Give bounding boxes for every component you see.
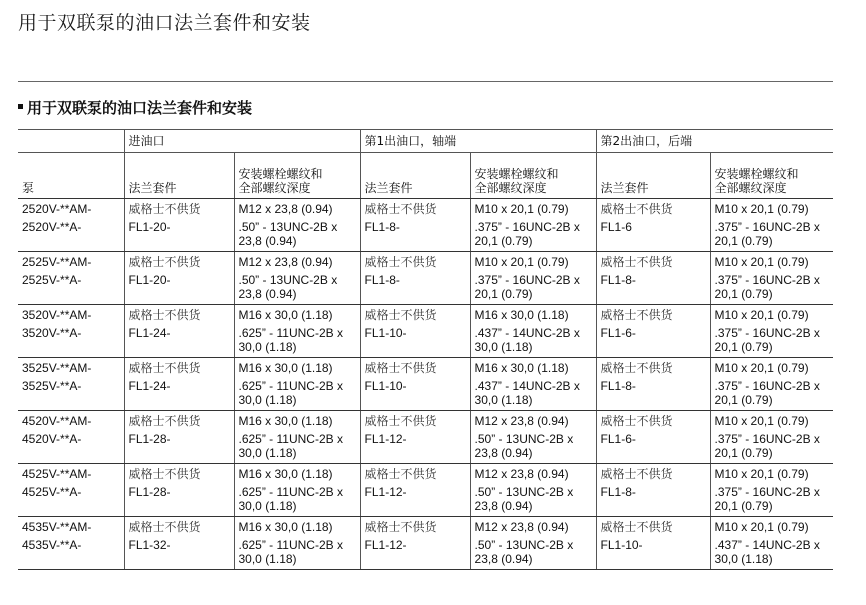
cell-outlet1-flange-kit: FL1-8- [360,218,470,252]
cell-outlet2-bolt-thread: .375” - 16UNC-2B x 20,1 (0.79) [710,483,833,517]
cell-inlet-flange-kit: FL1-24- [124,324,234,358]
cell-outlet2-bolt-thread: .375” - 16UNC-2B x 20,1 (0.79) [710,430,833,464]
cell-outlet2-flange-kit: 威格士不供货 [596,411,710,431]
table-row [18,199,833,219]
cell-outlet2-bolt-thread: .375” - 16UNC-2B x 20,1 (0.79) [710,377,833,411]
cell-outlet2-bolt-thread: .375” - 16UNC-2B x 20,1 (0.79) [710,218,833,252]
cell-inlet-bolt-thread: M16 x 30,0 (1.18) [234,411,360,431]
cell-pump: 3520V-**A- [18,324,124,358]
column-header-outlet1-flange-kit: 法兰套件 [360,153,470,199]
cell-outlet2-flange-kit: FL1-10- [596,536,710,570]
group-header-empty [18,130,124,153]
cell-inlet-bolt-thread: M16 x 30,0 (1.18) [234,358,360,378]
title-divider [18,81,833,82]
cell-outlet1-bolt-thread: M12 x 23,8 (0.94) [470,464,596,484]
cell-pump: 4535V-**A- [18,536,124,570]
cell-inlet-bolt-thread: .625” - 11UNC-2B x 30,0 (1.18) [234,430,360,464]
cell-outlet1-bolt-thread: M16 x 30,0 (1.18) [470,358,596,378]
cell-inlet-bolt-thread: M16 x 30,0 (1.18) [234,305,360,325]
cell-outlet1-bolt-thread: .375” - 16UNC-2B x 20,1 (0.79) [470,218,596,252]
cell-pump: 2520V-**AM- [18,199,124,219]
cell-inlet-bolt-thread: .50” - 13UNC-2B x 23,8 (0.94) [234,218,360,252]
cell-pump: 4525V-**AM- [22,467,92,481]
group-header-row [18,130,833,153]
cell-outlet1-bolt-thread: .437” - 14UNC-2B x 30,0 (1.18) [470,324,596,358]
cell-outlet1-bolt-thread: M16 x 30,0 (1.18) [470,305,596,325]
cell-inlet-bolt-thread: M16 x 30,0 (1.18) [234,517,360,537]
cell-outlet2-bolt-thread: M10 x 20,1 (0.79) [710,252,833,272]
cell-inlet-flange-kit: 威格士不供货 [124,411,234,431]
cell-outlet2-flange-kit: FL1-8- [596,271,710,305]
bullet-icon [18,104,23,109]
table-row [18,430,833,464]
cell-inlet-bolt-thread: .625” - 11UNC-2B x 30,0 (1.18) [234,536,360,570]
table-row [18,377,833,411]
cell-outlet2-flange-kit: FL1-6- [596,324,710,358]
table-row [18,218,833,252]
cell-outlet1-bolt-thread: .50” - 13UNC-2B x 23,8 (0.94) [470,430,596,464]
cell-outlet2-bolt-thread: M10 x 20,1 (0.79) [710,464,833,484]
section-heading [18,97,252,118]
cell-outlet2-bolt-thread: .375” - 16UNC-2B x 20,1 (0.79) [710,324,833,358]
cell-pump: 4525V-**A- [18,483,124,517]
cell-inlet-flange-kit: 威格士不供货 [124,305,234,325]
cell-outlet2-flange-kit: FL1-6- [596,430,710,464]
column-header-outlet2-flange-kit: 法兰套件 [596,153,710,199]
cell-outlet1-flange-kit: FL1-12- [360,483,470,517]
cell-inlet-flange-kit: 威格士不供货 [124,517,234,537]
table-body [18,199,833,570]
cell-outlet1-bolt-thread: M12 x 23,8 (0.94) [470,411,596,431]
table-row [18,536,833,570]
cell-inlet-bolt-thread: .50” - 13UNC-2B x 23,8 (0.94) [234,271,360,305]
cell-outlet1-flange-kit: FL1-12- [360,536,470,570]
cell-outlet2-bolt-thread: .437” - 14UNC-2B x 30,0 (1.18) [710,536,833,570]
cell-outlet1-flange-kit: 威格士不供货 [360,517,470,537]
cell-outlet1-bolt-thread: M10 x 20,1 (0.79) [470,252,596,272]
cell-outlet1-flange-kit: FL1-12- [360,430,470,464]
page-title: 用于双联泵的油口法兰套件和安装 [18,12,311,34]
cell-outlet2-flange-kit: 威格士不供货 [596,517,710,537]
cell-outlet1-flange-kit: 威格士不供货 [360,464,470,484]
cell-outlet1-flange-kit: FL1-10- [360,324,470,358]
cell-outlet1-bolt-thread: .375” - 16UNC-2B x 20,1 (0.79) [470,271,596,305]
cell-pump: 2525V-**AM- [22,255,92,269]
group-header-inlet: 进油口 [124,130,360,153]
column-header-pump: 泵 [18,153,124,199]
cell-outlet1-bolt-thread: .437” - 14UNC-2B x 30,0 (1.18) [470,377,596,411]
group-header-outlet1: 第1出油口，轴端 [360,130,596,153]
cell-outlet2-bolt-thread: M10 x 20,1 (0.79) [710,305,833,325]
group-header-outlet2: 第2出油口，后端 [596,130,833,153]
column-header-outlet2-bolt-thread: 安装螺栓螺纹和 全部螺纹深度 [710,153,833,199]
cell-inlet-flange-kit: FL1-28- [124,430,234,464]
cell-inlet-bolt-thread: M12 x 23,8 (0.94) [234,199,360,219]
table-row [18,464,833,484]
cell-pump: 4535V-**AM- [22,520,92,534]
cell-outlet1-bolt-thread: M12 x 23,8 (0.94) [470,517,596,537]
table-row [18,252,833,272]
flange-kit-table [18,129,833,570]
cell-inlet-flange-kit: 威格士不供货 [124,252,234,272]
cell-inlet-flange-kit: FL1-24- [124,377,234,411]
cell-outlet2-bolt-thread: M10 x 20,1 (0.79) [710,517,833,537]
cell-pump: 4520V-**A- [18,430,124,464]
cell-outlet1-bolt-thread: M10 x 20,1 (0.79) [470,199,596,219]
cell-inlet-bolt-thread: M16 x 30,0 (1.18) [234,464,360,484]
cell-pump: 3525V-**A- [18,377,124,411]
table-row [18,483,833,517]
cell-inlet-bolt-thread: .625” - 11UNC-2B x 30,0 (1.18) [234,324,360,358]
cell-inlet-flange-kit: 威格士不供货 [124,199,234,219]
table-row [18,271,833,305]
cell-pump: 2525V-**A- [18,271,124,305]
cell-outlet1-bolt-thread: .50” - 13UNC-2B x 23,8 (0.94) [470,536,596,570]
column-header-inlet-bolt-thread: 安装螺栓螺纹和 全部螺纹深度 [234,153,360,199]
cell-inlet-flange-kit: FL1-28- [124,483,234,517]
column-header-outlet1-bolt-thread: 安装螺栓螺纹和 全部螺纹深度 [470,153,596,199]
cell-outlet2-flange-kit: 威格士不供货 [596,199,710,219]
table-row [18,324,833,358]
cell-outlet1-flange-kit: 威格士不供货 [360,358,470,378]
cell-inlet-flange-kit: FL1-32- [124,536,234,570]
cell-inlet-flange-kit: FL1-20- [124,271,234,305]
cell-outlet1-flange-kit: 威格士不供货 [360,252,470,272]
cell-outlet1-flange-kit: FL1-10- [360,377,470,411]
table-row [18,305,833,325]
cell-inlet-flange-kit: FL1-20- [124,218,234,252]
cell-inlet-bolt-thread: M12 x 23,8 (0.94) [234,252,360,272]
cell-outlet2-bolt-thread: M10 x 20,1 (0.79) [710,411,833,431]
cell-pump: 3525V-**AM- [22,361,92,375]
column-header-row [18,153,833,199]
cell-outlet1-flange-kit: FL1-8- [360,271,470,305]
cell-outlet1-bolt-thread: .50” - 13UNC-2B x 23,8 (0.94) [470,483,596,517]
cell-pump: 3520V-**AM- [22,308,92,322]
cell-outlet2-flange-kit: 威格士不供货 [596,252,710,272]
section-heading-text: 用于双联泵的油口法兰套件和安装 [27,99,253,117]
cell-outlet2-flange-kit: FL1-8- [596,483,710,517]
cell-outlet2-flange-kit: FL1-8- [596,377,710,411]
cell-inlet-flange-kit: 威格士不供货 [124,464,234,484]
cell-inlet-bolt-thread: .625” - 11UNC-2B x 30,0 (1.18) [234,377,360,411]
cell-outlet1-flange-kit: 威格士不供货 [360,411,470,431]
table-row [18,517,833,537]
column-header-inlet-flange-kit: 法兰套件 [124,153,234,199]
cell-outlet2-flange-kit: 威格士不供货 [596,464,710,484]
cell-outlet2-bolt-thread: M10 x 20,1 (0.79) [710,358,833,378]
cell-inlet-bolt-thread: .625” - 11UNC-2B x 30,0 (1.18) [234,483,360,517]
cell-outlet1-flange-kit: 威格士不供货 [360,305,470,325]
table-row [18,358,833,378]
cell-outlet2-flange-kit: FL1-6 [596,218,710,252]
cell-outlet2-bolt-thread: .375” - 16UNC-2B x 20,1 (0.79) [710,271,833,305]
cell-inlet-flange-kit: 威格士不供货 [124,358,234,378]
cell-pump: 4520V-**AM- [22,414,92,428]
cell-outlet2-bolt-thread: M10 x 20,1 (0.79) [710,199,833,219]
cell-outlet2-flange-kit: 威格士不供货 [596,358,710,378]
table-row [18,411,833,431]
cell-outlet1-flange-kit: 威格士不供货 [360,199,470,219]
cell-pump: 2520V-**A- [18,218,124,252]
cell-outlet2-flange-kit: 威格士不供货 [596,305,710,325]
